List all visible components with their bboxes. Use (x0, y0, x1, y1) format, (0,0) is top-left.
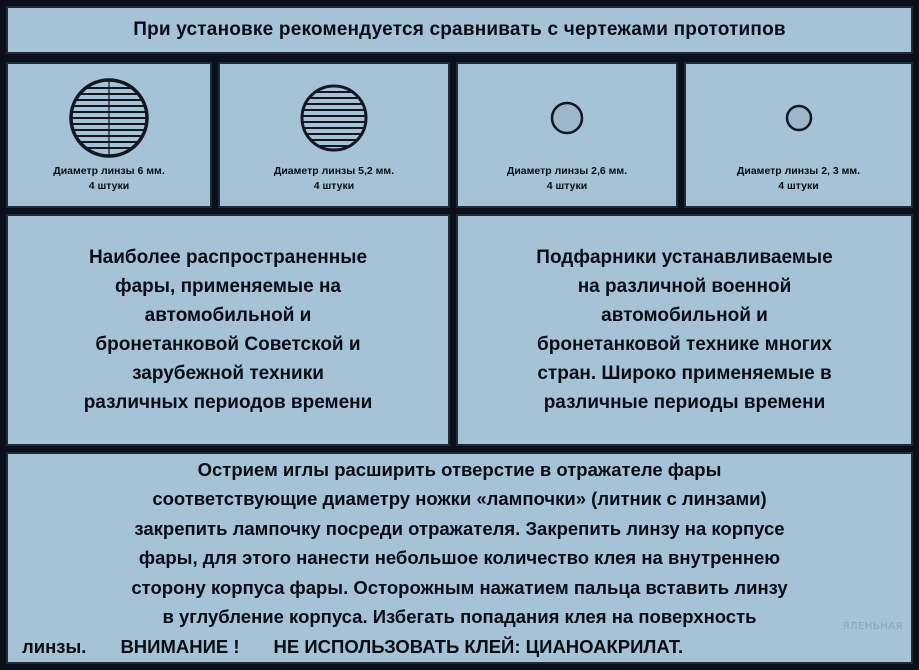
warning-label: ВНИМАНИЕ ! (120, 635, 240, 657)
description-line: различных периодов времени (83, 392, 373, 413)
lens-cell-2-3mm (684, 62, 913, 208)
small-lens-icon (547, 98, 587, 138)
lens-diagram-2-3mm (782, 72, 816, 164)
striped-lens-icon (298, 82, 370, 154)
lens-count-label: 4 штуки (88, 180, 130, 192)
warning-text: НЕ ИСПОЛЬЗОВАТЬ КЛЕЙ: ЦИАНОАКРИЛАТ. (273, 635, 684, 657)
instruction-line: Острием иглы расширить отверстие в отражателе фары (197, 458, 722, 480)
lens-diagram-2-6mm (547, 72, 587, 164)
description-line: зарубежной техники (132, 363, 324, 384)
instruction-line: соответствующие диаметру ножки «лампочки» (литник с линзами) (152, 488, 767, 510)
instruction-line-end: линзы. (22, 635, 87, 657)
lens-diagram-5-2mm (298, 72, 370, 164)
description-line: фары, применяемые на (114, 276, 341, 297)
instruction-line: сторону корпуса фары. Осторожным нажатием пальца вставить линзу (131, 576, 788, 598)
description-line: бронетанковой Советской и (95, 334, 361, 355)
lens-diameter-label: Диаметр линзы 5,2 мм. (273, 165, 395, 177)
header-panel (6, 6, 913, 54)
lens-caption (507, 164, 627, 194)
description-line: бронетанковой технике многих (537, 334, 832, 355)
lens-cell-6mm (6, 62, 212, 208)
header-title: При установке рекомендуется сравнивать с чертежами прототипов (133, 19, 786, 40)
headlights-description (84, 243, 373, 417)
lens-diameter-label: Диаметр линзы 2, 3 мм. (736, 165, 861, 177)
instruction-line: закрепить лампочку посреди отражателя. Закрепить линзу на корпусе (134, 517, 785, 539)
lens-count-label: 4 штуки (313, 180, 355, 192)
assembly-instructions (18, 455, 901, 662)
lens-caption (53, 164, 165, 194)
lens-cell-2-6mm (456, 62, 678, 208)
watermark: ЯЛЕНЬНАЯ (842, 621, 903, 632)
description-line: различные периоды времени (543, 392, 826, 413)
instruction-line: в углубление корпуса. Избегать попадания клея на поверхность (162, 606, 757, 628)
headlights-description-panel (6, 214, 450, 446)
description-line: Наиболее распространенные (88, 247, 368, 268)
description-line: на различной военной (577, 276, 792, 297)
lens-count-label: 4 штуки (778, 180, 819, 192)
lens-cell-5-2mm (218, 62, 450, 208)
description-line: стран. Широко применяемые в (537, 363, 832, 384)
instruction-line: фары, для этого нанести небольшое количество клея на внутреннею (138, 547, 781, 569)
lens-caption (274, 164, 394, 194)
small-lens-icon (782, 101, 816, 135)
description-line: Подфарники устанавливаемые (536, 247, 833, 268)
lens-diagram-6mm (66, 72, 152, 164)
striped-lens-icon (66, 75, 152, 161)
lens-diameter-label: Диаметр линзы 6 мм. (53, 165, 165, 177)
sidelights-description-panel (456, 214, 913, 446)
sidelights-description (536, 243, 832, 417)
warning-line (18, 632, 901, 662)
assembly-instructions-panel (6, 452, 913, 664)
lens-count-label: 4 штуки (546, 180, 588, 192)
lens-diameter-label: Диаметр линзы 2,6 мм. (506, 165, 628, 177)
description-line: автомобильной и (144, 305, 312, 326)
lens-caption (737, 164, 860, 194)
description-line: автомобильной и (601, 305, 768, 326)
